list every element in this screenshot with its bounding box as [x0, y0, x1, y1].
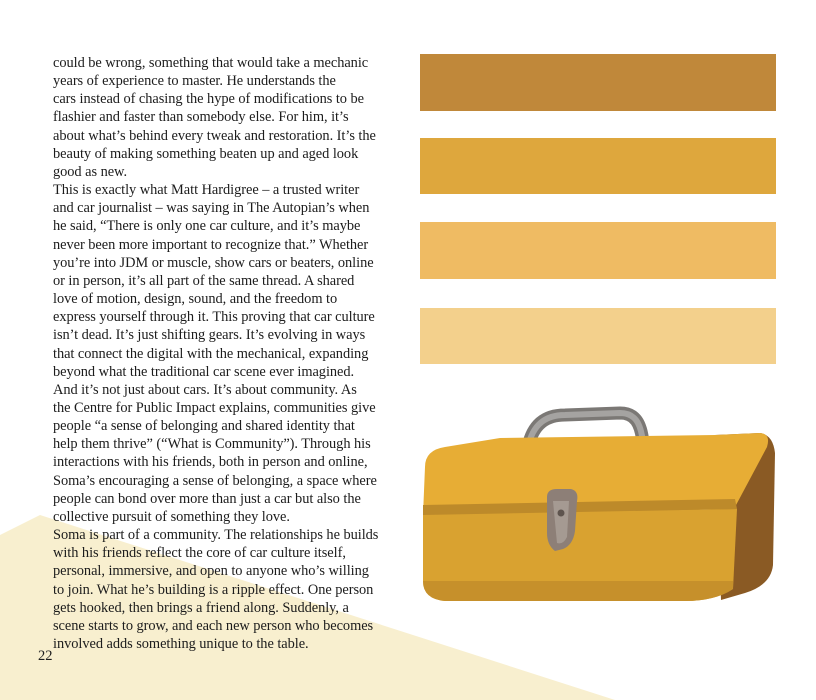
- text-line: could be wrong, something that would take a mechanic: [53, 55, 369, 71]
- color-swatch-3: [420, 222, 776, 279]
- text-line: love of motion, design, sound, and the freedom to: [53, 291, 338, 308]
- article-text: [53, 54, 389, 653]
- text-line: you’re into JDM or muscle, show cars or beaters, online: [53, 254, 374, 271]
- text-line: people can bond over more than just a car but also the: [53, 490, 361, 507]
- text-line: that connect the digital with the mechanical, expanding: [53, 345, 369, 362]
- color-swatch-2: [420, 138, 776, 194]
- text-line: Soma is part of a community. The relationships he builds: [53, 527, 379, 544]
- text-line: This is exactly what Matt Hardigree – a trusted writer: [53, 182, 360, 199]
- toolbox-front-base: [423, 581, 733, 601]
- text-line: isn’t dead. It’s just shifting gears. It’s evolving in ways: [53, 327, 366, 344]
- color-swatch-4: [420, 308, 776, 364]
- page-number: 22: [38, 648, 53, 664]
- toolbox-latch-hole: [558, 510, 565, 517]
- text-line: gets hooked, then brings a friend along. Suddenly, a: [53, 599, 349, 616]
- text-line: or in person, it’s all part of the same thread. A shared: [53, 272, 355, 289]
- text-line: beauty of making something beaten up and aged look: [53, 145, 359, 162]
- text-line: help them thrive” (“What is Community”). Through his: [53, 436, 371, 453]
- text-line: cars instead of chasing the hype of modifications to be: [53, 91, 364, 108]
- text-line: flashier and faster than somebody else. For him, it’s: [53, 109, 349, 126]
- text-line: scene starts to grow, and each new person who becomes: [53, 617, 374, 634]
- text-line: years of experience to master. He understands the: [53, 73, 336, 90]
- text-line: And it’s not just about cars. It’s about community. As: [53, 381, 357, 398]
- text-line: and car journalist – was saying in The Autopian’s when: [53, 200, 370, 217]
- text-line: to join. What he’s building is a ripple effect. One person: [53, 581, 374, 598]
- text-line: interactions with his friends, both in person and online,: [53, 454, 368, 471]
- text-line: with his friends reflect the core of car culture itself,: [53, 545, 346, 562]
- color-swatch-1: [420, 54, 776, 111]
- text-line: never been more important to recognize that.” Whether: [53, 236, 369, 253]
- text-line: Soma’s encouraging a sense of belonging, a space where: [53, 472, 377, 489]
- text-line: involved adds something unique to the table.: [53, 636, 309, 652]
- text-line: good as new.: [53, 163, 128, 180]
- text-line: express yourself through it. This proving that car culture: [53, 309, 375, 326]
- text-line: the Centre for Public Impact explains, communities give: [53, 399, 376, 416]
- toolbox-icon: [415, 405, 785, 605]
- text-line: about what’s behind every tweak and restoration. It’s the: [53, 127, 376, 144]
- text-line: people “a sense of belonging and shared identity that: [53, 418, 355, 435]
- text-line: beyond what the traditional car scene ever imagined.: [53, 363, 355, 380]
- text-line: personal, immersive, and open to anyone who’s willing: [53, 563, 369, 580]
- text-line: collective pursuit of something they love.: [53, 508, 290, 525]
- text-line: he said, “There is only one car culture, and it’s maybe: [53, 218, 361, 235]
